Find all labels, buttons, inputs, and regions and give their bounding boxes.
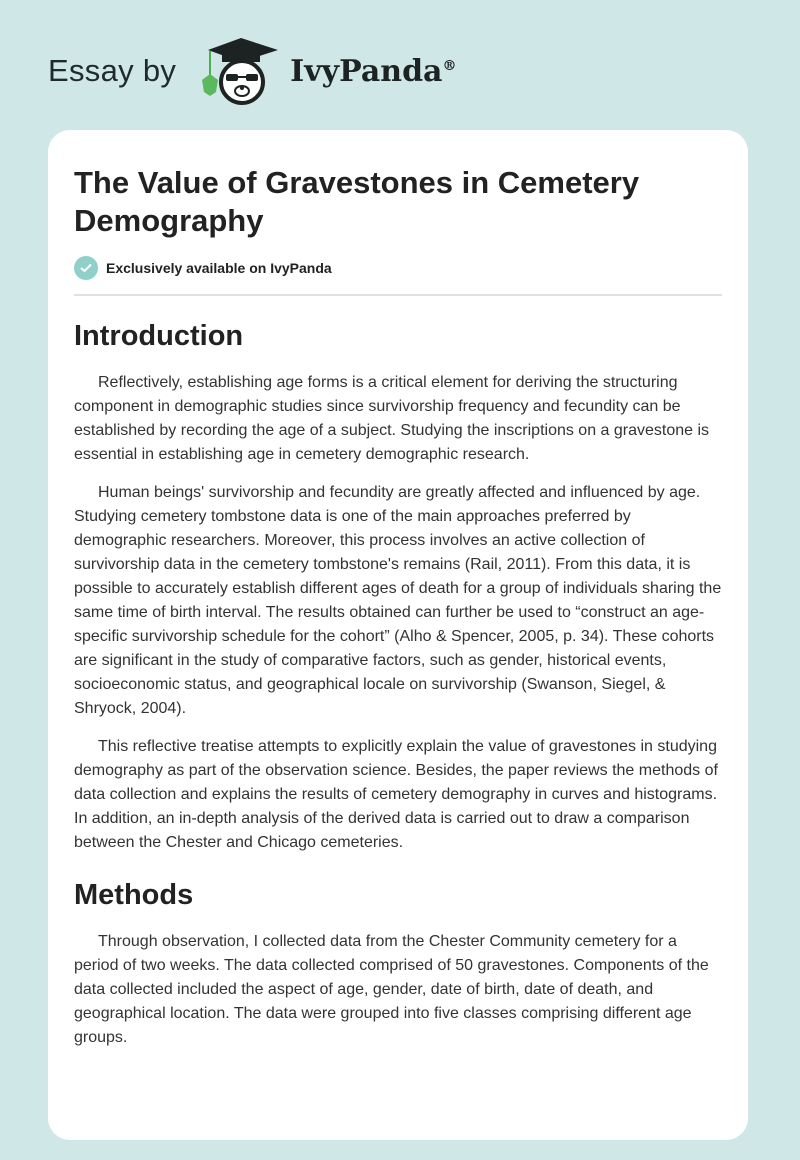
- paragraph: Through observation, I collected data from the Chester Community cemetery for a period of two weeks. The data collected comprised of 50 gravestones. Components of the data collected included the aspect of age, gender, date of birth, date of death, and geographical location. The data were grouped into five classes comprising different age groups.: [74, 933, 709, 1046]
- badge-label: Exclusively available on IvyPanda: [106, 260, 332, 276]
- exclusive-badge: [74, 256, 722, 280]
- essay-by-label: Essay by: [48, 53, 177, 88]
- section-heading-methods: Methods: [74, 879, 194, 911]
- divider: [74, 294, 722, 296]
- check-circle-icon: [74, 256, 98, 280]
- paragraph: Human beings' survivorship and fecundity are greatly affected and influenced by age. Studying cemetery tombstone data is one of the main approaches preferred by demographic researchers. Moreover, this process involves an active collection of survivorship data in the cemetery tombstone's remains (Rail, 2011). From this data, it is possible to accurately establish different ages of death for a group of individuals sharing the same time of birth interval. The results obtained can further be used to “construct an age-specific survivorship schedule for the cohort” (Alho & Spencer, 2005, p. 34). These cohorts are significant in the study of comparative factors, such as gender, historical events, socioeconomic status, and geographical locale on survivorship (Swanson, Siegel, & Shryock, 2004).: [74, 484, 722, 717]
- essay-card: [48, 130, 748, 1140]
- site-header: [48, 36, 457, 106]
- page-title: The Value of Gravestones in Cemetery Demography: [74, 165, 640, 238]
- brand-text: IvyPanda: [290, 53, 443, 89]
- section-heading-introduction: Introduction: [74, 320, 244, 352]
- paragraph: This reflective treatise attempts to explicitly explain the value of gravestones in studying demography as part of the observation science. Besides, the paper reviews the methods of data collection and explains the results of cemetery demography in curves and histograms. In addition, an in-depth analysis of the derived data is carried out to draw a comparison between the Chester and Chicago cemeteries.: [74, 738, 718, 851]
- registered-mark: ®: [442, 57, 457, 74]
- brand-name: [290, 54, 456, 89]
- ivypanda-logo-icon[interactable]: [198, 36, 284, 106]
- paragraph: Reflectively, establishing age forms is a critical element for deriving the structuring component in demographic studies since survivorship frequency and fecundity can be established by recording the age of a subject. Studying the inscriptions on a gravestone is essential in establishing age in cemetery demographic research.: [74, 374, 710, 463]
